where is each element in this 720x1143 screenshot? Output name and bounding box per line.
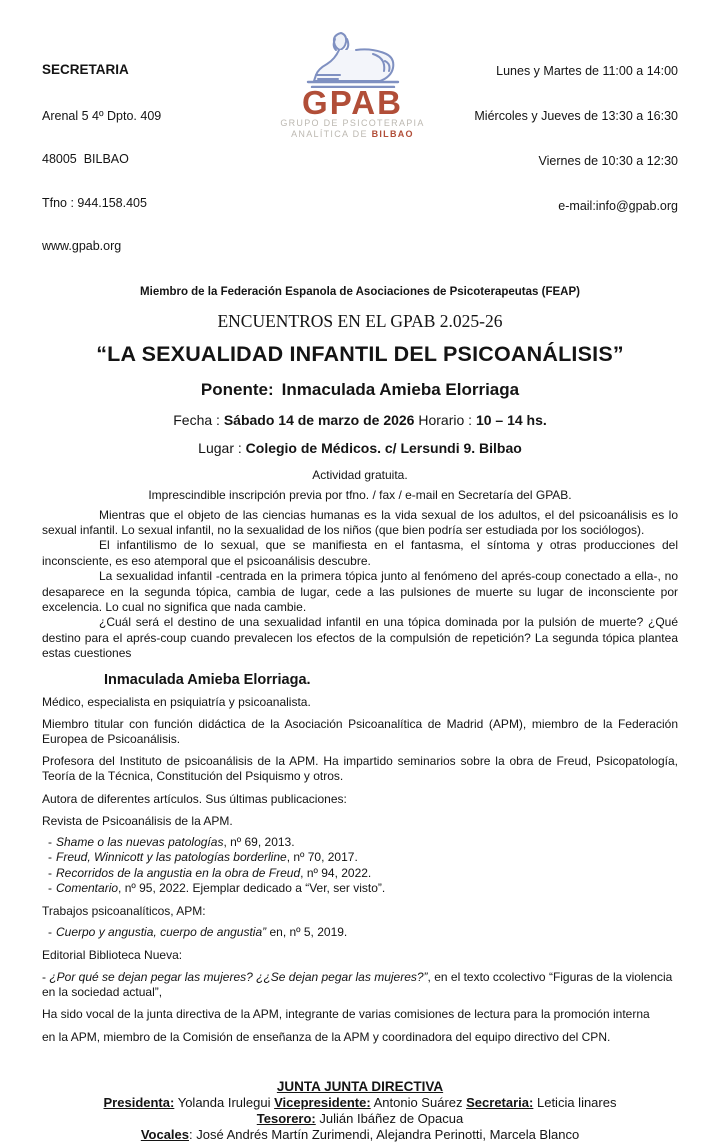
hours-line-2: Miércoles y Jueves de 13:30 a 16:30 <box>474 109 678 123</box>
abstract-section <box>42 508 678 662</box>
publication-detail: , nº 69, 2013. <box>223 834 295 849</box>
board-heading: JUNTA JUNTA DIRECTIVA <box>276 1078 444 1094</box>
office-hours-block <box>448 34 678 244</box>
publication-item <box>48 850 678 866</box>
trabajos-label: Trabajos psicoanalíticos, APM: <box>42 903 206 918</box>
membership-line: Miembro de la Federación Espanola de Asociaciones de Psicoterapeutas (FEAP) <box>140 285 580 298</box>
presidenta-label: Presidenta: <box>103 1094 175 1110</box>
abstract-paragraph: El infantilismo de lo sexual, que se manifiesta en el fantasma, el síntoma y otras producciones del inconsciente, es eso atemporal que el psicoanálisis descubre. <box>42 538 678 568</box>
horario-value: 10 – 14 hs. <box>475 411 547 428</box>
bio-paragraph: Miembro titular con función didáctica de la Asociación Psicoanalítica de Madrid (APM), miembro de la Federación Europea de Psicoanálisis. <box>42 716 678 746</box>
sphinx-icon <box>301 30 405 88</box>
bio-closing-line: en la APM, miembro de la Comisión de enseñanza de la APM y coordinadora del equipo directivo del CPN. <box>42 1029 611 1044</box>
publication-title: Cuerpo y angustia, cuerpo de angustia” <box>56 925 267 940</box>
presidenta-name: Yolanda Irulegui <box>177 1094 271 1110</box>
bullet-dash: - <box>48 850 52 865</box>
bullet-dash: - <box>48 925 52 940</box>
page-header <box>42 34 678 283</box>
publication-title: Shame o las nuevas patologías <box>56 834 224 849</box>
publication-title: Recorridos de la angustia en la obra de Freud <box>56 865 301 880</box>
publication-item <box>48 866 678 882</box>
venue-line <box>42 440 678 456</box>
secretaria-title: SECRETARIA <box>42 62 129 77</box>
secretaria-address: Arenal 5 4º Dpto. 409 <box>42 108 162 123</box>
publication-title: Freud, Winnicott y las patologías borderline <box>56 850 287 865</box>
speaker-bio-section <box>42 672 678 1045</box>
bio-paragraph: Autora de diferentes artículos. Sus últimas publicaciones: <box>42 791 347 806</box>
vocales-label: Vocales <box>140 1126 189 1142</box>
publication-item <box>48 925 678 941</box>
publication-detail: , nº 70, 2017. <box>286 850 358 865</box>
abstract-paragraph: La sexualidad infantil -centrada en la primera tópica junto al fenómeno del aprés-coup conectado a ella-, no desaparece en la segunda tópica, cambia de lugar, cede a las pulsiones de muerte su lugar de inconsciente por excelencia. Lo cual no significa que nada cambie. <box>42 569 678 614</box>
free-activity-note: Actividad gratuita. <box>312 467 408 482</box>
event-title: “LA SEXUALIDAD INFANTIL DEL PSICOANÁLISIS” <box>96 341 624 366</box>
editorial-label: Editorial Biblioteca Nueva: <box>42 947 183 962</box>
publications-list <box>48 835 678 897</box>
secretaria-label: Secretaria: <box>466 1094 534 1110</box>
board-row-3 <box>42 1127 678 1143</box>
ponente-label: Ponente: <box>200 379 274 399</box>
bio-closing-line: Ha sido vocal de la junta directiva de la APM, integrante de varias comisiones de lectura para la promoción interna <box>42 1007 650 1022</box>
fecha-value: Sábado 14 de marzo de 2026 <box>223 411 415 428</box>
publication-title: Comentario <box>56 881 119 896</box>
secretaria-website: www.gpab.org <box>42 239 122 253</box>
trabajos-list <box>48 925 678 941</box>
editorial-publication <box>42 970 678 1000</box>
hours-line-1: Lunes y Martes de 11:00 a 14:00 <box>496 64 678 78</box>
lugar-value: Colegio de Médicos. c/ Lersundi 9. Bilbao <box>245 439 522 456</box>
logo-subtitle-line2 <box>257 129 448 140</box>
gpab-logo <box>257 30 448 140</box>
publication-detail: en, nº 5, 2019. <box>266 925 348 940</box>
publication-item <box>48 835 678 851</box>
email-line: e-mail:info@gpab.org <box>558 199 678 213</box>
bullet-dash: - <box>42 969 46 984</box>
abstract-paragraph: Mientras que el objeto de las ciencias humanas es la vida sexual de los adultos, el del psicoanálisis es lo sexual infantil. Lo sexual infantil, no la sexualidad de los niños (que bien podría ser estudiada por los sociólogos). <box>42 507 678 537</box>
tesorero-label: Tesorero: <box>256 1110 316 1126</box>
publication-item <box>48 881 678 897</box>
abstract-paragraph: ¿Cuál será el destino de una sexualidad infantil en una tópica dominada por la pulsión de muerte? ¿Qué destino para el aprés-coup cuando prevalecen los efectos de la compulsión de repetición? La segunda tópica plantea estas cuestiones <box>42 615 678 661</box>
board-row-2 <box>42 1111 678 1127</box>
ponente-name: Inmaculada Amieba Elorriaga <box>281 379 520 399</box>
bio-heading: Inmaculada Amieba Elorriaga. <box>104 671 311 688</box>
vocales-names: : José Andrés Martín Zurimendi, Alejandra Perinotti, Marcela Blanco <box>189 1126 580 1142</box>
horario-label: Horario : <box>418 411 473 428</box>
date-line <box>42 412 678 428</box>
vicepresidente-label: Vicepresidente: <box>274 1094 371 1110</box>
logo-subtitle-gray: ANALÍTICA DE <box>291 129 368 139</box>
gpab-wordmark: GPAB <box>302 84 403 121</box>
registration-note: Imprescindible inscripción previa por tfno. / fax / e-mail en Secretaría del GPAB. <box>148 487 572 502</box>
publication-title: ¿Por qué se dejan pegar las mujeres? ¿¿Se dejan pegar las mujeres?” <box>49 969 428 984</box>
bio-paragraph: Médico, especialista en psiquiatría y psicoanalista. <box>42 694 311 709</box>
publication-detail: , nº 94, 2022. <box>300 865 372 880</box>
fecha-label: Fecha : <box>173 411 220 428</box>
bullet-dash: - <box>48 834 52 849</box>
secretaria-name: Leticia linares <box>536 1094 617 1110</box>
logo-subtitle-accent: BILBAO <box>371 129 414 139</box>
hours-line-3: Viernes de 10:30 a 12:30 <box>538 154 678 168</box>
board-row-1 <box>42 1095 678 1111</box>
secretaria-block <box>42 34 257 283</box>
tesorero-name: Julián Ibáñez de Opacua <box>319 1110 464 1126</box>
event-series: ENCUENTROS EN EL GPAB 2.025-26 <box>217 310 503 331</box>
speaker-line <box>42 380 678 400</box>
bullet-dash: - <box>48 865 52 880</box>
publication-detail: , en el texto ccolectivo “Figuras de la violencia en la sociedad actual”, <box>42 969 673 1000</box>
logo-subtitle-line1: GRUPO DE PSICOTERAPIA <box>280 118 425 128</box>
publication-detail: , nº 95, 2022. Ejemplar dedicado a “Ver, ser visto”. <box>118 881 386 896</box>
lugar-label: Lugar : <box>198 439 242 456</box>
bio-paragraph: Profesora del Instituto de psicoanálisis de la APM. Ha impartido seminarios sobre la obra de Freud, Psicopatología, Teoría de la Técnica, Constitución del Psiquismo y otros. <box>42 754 678 784</box>
vicepresidente-name: Antonio Suárez <box>373 1094 463 1110</box>
bio-paragraph: Revista de Psicoanálisis de la APM. <box>42 813 233 828</box>
secretaria-city: 48005 BILBAO <box>42 152 129 166</box>
secretaria-phone: Tfno : 944.158.405 <box>42 195 147 210</box>
bullet-dash: - <box>48 881 52 896</box>
board-section <box>42 1079 678 1143</box>
